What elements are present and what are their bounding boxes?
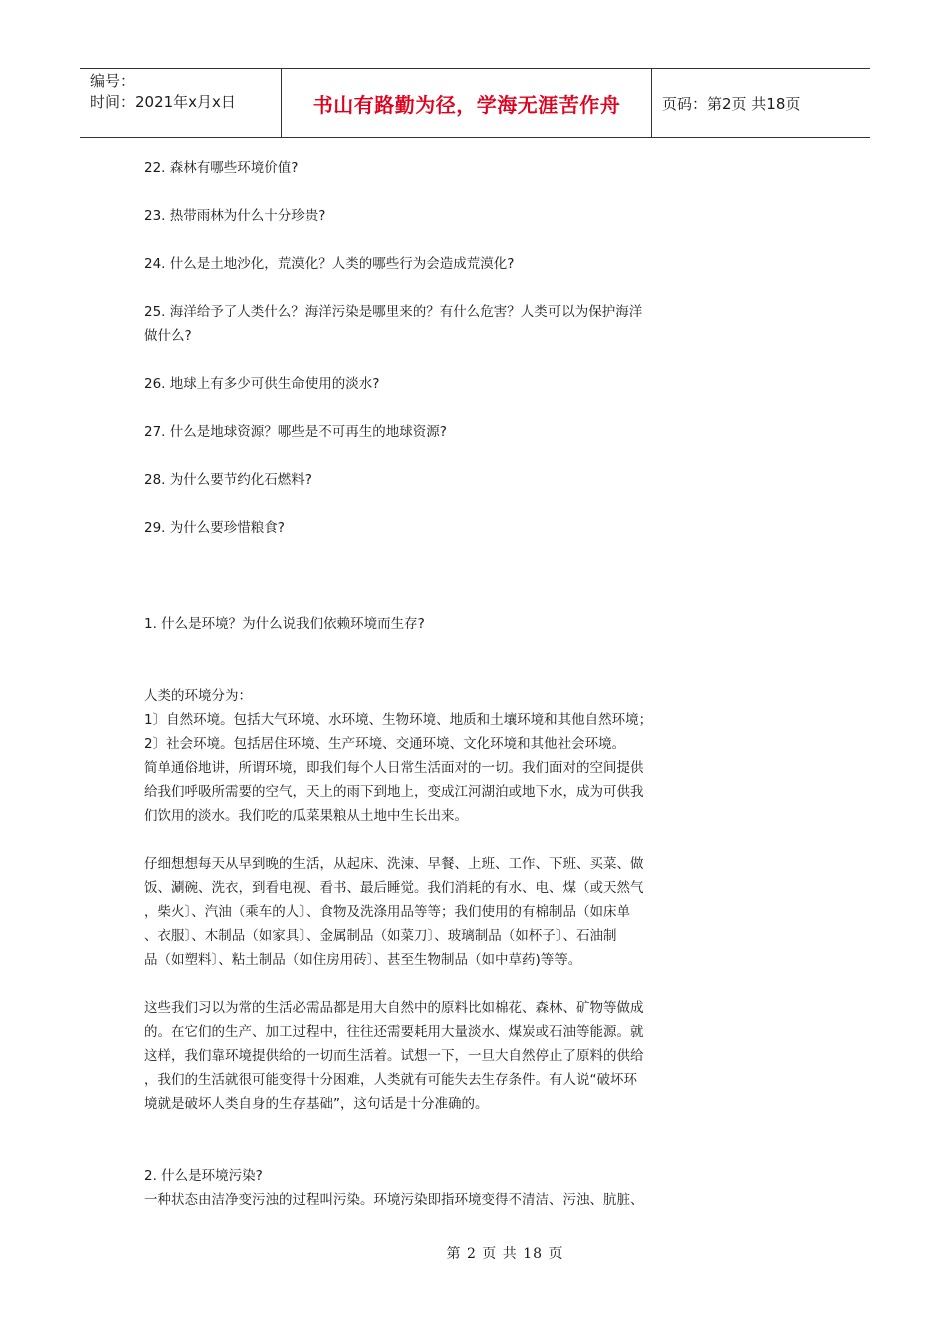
question-24: 24. 什么是土地沙化，荒漠化？人类的哪些行为会造成荒漠化? (144, 256, 515, 272)
answer-1-line: 的。在它们的生产、加工过程中，往往还需要耗用大量淡水、煤炭或石油等能源。就 (144, 1024, 644, 1040)
date-label: 时间：2021年x月x日 (90, 93, 236, 111)
answer-1-line: 、衣服〕、木制品（如家具〕、金属制品（如菜刀〕、玻璃制品（如杯子〕、石油制 (144, 928, 617, 944)
question-25-cont: 做什么? (144, 328, 192, 344)
answer-1-line: ，我们的生活就很可能变得十分困难，人类就有可能失去生存条件。有人说“破坏环 (144, 1072, 637, 1088)
answer-2-title: 2. 什么是环境污染? (144, 1168, 263, 1184)
answer-1-line: 给我们呼吸所需要的空气，天上的雨下到地上，变成江河湖泊或地下水，成为可供我 (144, 784, 644, 800)
page-footer (0, 1243, 950, 1263)
motto: 书山有路勤为径，学海无涯苦作舟 (312, 92, 621, 117)
answer-1-line: 品（如塑料〕、粘土制品（如住房用砖〕、甚至生物制品（如中草药)等等。 (144, 952, 582, 968)
answer-1-line: 简单通俗地讲，所谓环境，即我们每个人日常生活面对的一切。我们面对的空间提供 (144, 760, 644, 776)
answer-1-line: 境就是破坏人类自身的生存基础”，这句话是十分准确的。 (144, 1096, 489, 1112)
answer-1-line: 人类的环境分为： (144, 688, 252, 704)
answer-1-line: 2〕社会环境。包括居住环境、生产环境、交通环境、文化环境和其他社会环境。 (144, 736, 626, 752)
header-page-cell (652, 69, 870, 137)
header-meta (80, 69, 282, 137)
answer-1-line: 1〕自然环境。包括大气环境、水环境、生物环境、地质和土壤环境和其他自然环境； (144, 712, 653, 728)
question-26: 26. 地球上有多少可供生命使用的淡水? (144, 376, 380, 392)
answer-1-line: 们饮用的淡水。我们吃的瓜菜果粮从土地中生长出来。 (144, 808, 468, 824)
question-29: 29. 为什么要珍惜粮食? (144, 520, 285, 536)
page-header (80, 68, 870, 138)
header-motto-cell (282, 69, 652, 137)
answer-1-line: 饭、涮碗、洗衣，到看电视、看书、最后睡觉。我们消耗的有水、电、煤（或天然气 (144, 880, 644, 896)
answer-1-title: 1. 什么是环境？为什么说我们依赖环境而生存? (144, 616, 425, 632)
answer-1-line: 仔细想想每天从早到晚的生活，从起床、洗涑、早餐、上班、工作、下班、买菜、做 (144, 856, 644, 872)
answer-1-line: 这些我们习以为常的生活必需品都是用大自然中的原料比如棉花、森林、矿物等做成 (144, 1000, 644, 1016)
question-23: 23. 热带雨林为什么十分珍贵? (144, 208, 326, 224)
question-28: 28. 为什么要节约化石燃料? (144, 472, 312, 488)
answer-1-line: ，柴火〕、汽油（乘车的人〕、食物及洗涤用品等等；我们使用的有棉制品（如床单 (144, 904, 630, 920)
document-body (144, 156, 684, 1212)
page-label: 页码：第2页 共18页 (662, 94, 801, 113)
question-25: 25. 海洋给予了人类什么？海洋污染是哪里来的？有什么危害？人类可以为保护海洋 (144, 304, 643, 320)
answer-1-line: 这样，我们靠环境提供给的一切而生活着。试想一下，一旦大自然停止了原料的供给 (144, 1048, 644, 1064)
question-22: 22. 森林有哪些环境价值? (144, 160, 299, 176)
question-27: 27. 什么是地球资源？哪些是不可再生的地球资源? (144, 424, 447, 440)
number-label: 编号： (90, 72, 136, 90)
footer-page-number: 第 2 页 共 18 页 (446, 1246, 564, 1262)
answer-2-line: 一种状态由洁净变污浊的过程叫污染。环境污染即指环境变得不清洁、污浊、肮脏、 (144, 1192, 644, 1208)
